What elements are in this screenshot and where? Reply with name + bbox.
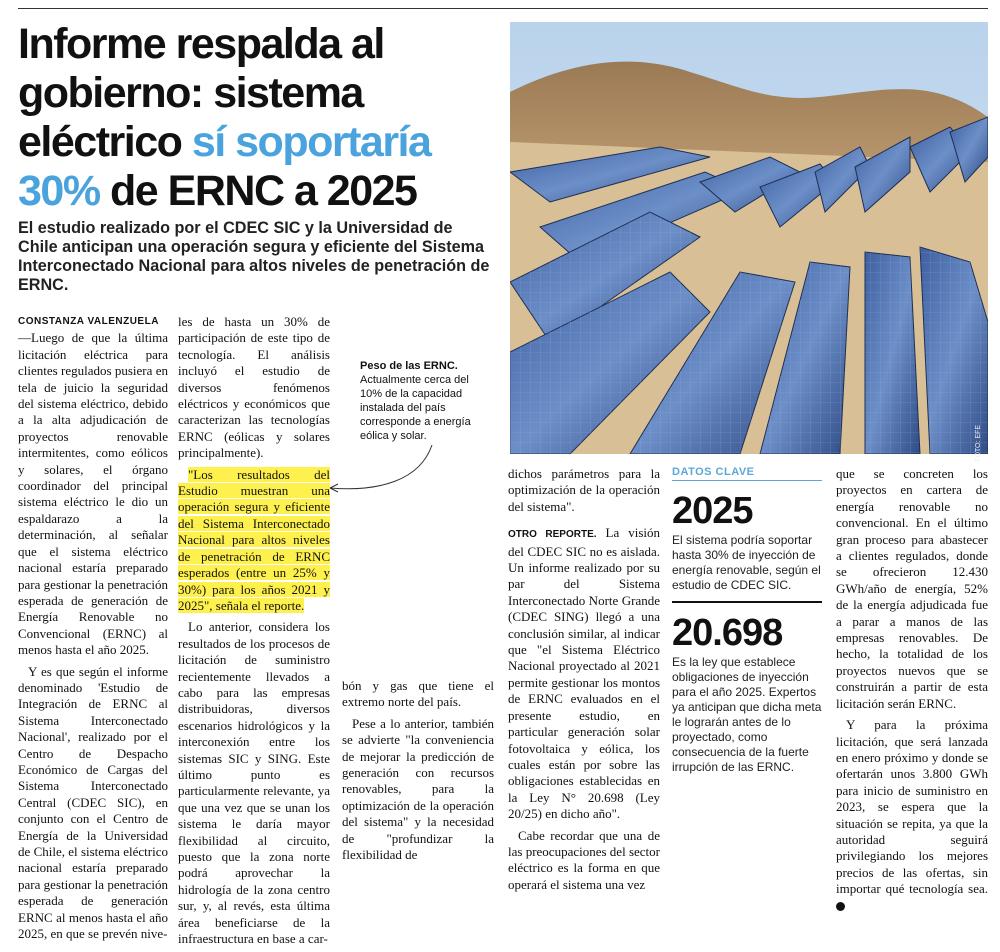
paragraph: dichos parámetros para la optimización de la operación del sistema". xyxy=(508,466,660,514)
key-fact-text: El sistema podría soportar hasta 30% de inyección de energía renovable, según el estudio de CDEC SIC. xyxy=(672,533,821,592)
paragraph: Y es que según el informe denominado 'Estudio de Integración de ERNC al Sistema Interconectado Nacional', realizado por el Centro de Despacho Económico de Cargas del Sistema Interconectado Central (CDEC SIC), en conjunto con el Centro de Energía de la Universidad de Chile, el sistema eléctrico nacional estaría preparado para gestionar la penetración esperada de generación ERNC al menos hasta el año 2025, en que se prevén nive- xyxy=(18,663,168,942)
callout-title: Peso de las ERNC. xyxy=(360,360,458,372)
headline-highlight: sí soportaría 30% xyxy=(18,118,431,215)
paragraph: Cabe recordar que una de las preocupaciones del sector eléctrico es la forma en que operará el sistema una vez xyxy=(508,827,660,892)
paragraph xyxy=(508,525,660,822)
photo-credit: FOTO: EFE xyxy=(975,425,982,462)
key-number: 2025 xyxy=(672,490,753,532)
paragraph: les de hasta un 30% de participación de este tipo de tecnología. El análisis incluyó el estudio de diversos fenómenos eléctricos y económicos que caracterizan las tecnologías ERNC (eólicas y solares principalmente). xyxy=(178,314,330,461)
paragraph: Lo anterior, considera los resultados de los procesos de licitación de suministro recientemente llevados a cabo para las empresas distribuidoras, diversos escenarios hidrológicos y la interconexión entre los sistemas SIC y SING. Este último punto es particularmente relevante, ya que una vez que se unan los sistema le daría mayor flexibilidad al circuito, puesto que la zona norte podrá aprovechar la hidrología de la zona centro sur, y, al revés, esta última área beneficiarse de la infraestructura en base a car- xyxy=(178,619,330,947)
key-facts-title: DATOS CLAVE xyxy=(672,466,822,481)
subhead: OTRO REPORTE. xyxy=(508,529,597,541)
divider xyxy=(672,601,822,603)
paragraph: —Luego de que la última licitación eléctrica para clientes regulados pusiera en tela de juicio la seguridad del sistema eléctrico, debido a la alta adjudicación de proyectos renovable intermitentes, como eólicos y solares, el órgano coordinador del principal sistema eléctrico le dio un espaldarazo a la determinación, al señalar que el sistema eléctrico nacional estaría preparado para gestionar la penetración esperada de generación de Energía Renovable no Convencional (ERNC) al menos hasta el año 2025. xyxy=(18,330,168,658)
article-column-4 xyxy=(508,466,660,898)
solar-farm-photo xyxy=(510,22,988,454)
headline xyxy=(18,20,508,216)
key-fact-text: Es la ley que establece obligaciones de inyección para el año 2025. Expertos ya anticipan que dicha meta le lograrán antes de lo proyectado, como consecuencia de la fuerte irrupción de las ERNC. xyxy=(672,655,822,774)
callout-arrow xyxy=(320,440,440,500)
deck: El estudio realizado por el CDEC SIC y la Universidad de Chile anticipan una operación segura y eficiente del Sistema Interconectado Nacional para altos niveles de penetración de ERNC. xyxy=(18,219,490,294)
callout-text: Actualmente cerca del 10% de la capacidad instalada del país corresponde a energía eólica y solar. xyxy=(360,374,471,442)
headline-text: Informe respalda al gobierno: sistema eléctrico xyxy=(18,20,384,166)
paragraph-text: La visión del CDEC SIC no es aislada. Un informe realizado por su par del Sistema Interconectado Norte Grande (CDEC SING) llegó a una conclusión similar, al indicar que "el Sistema Eléctrico Nacional proyectado al 2021 permite gestionar los montos de ERNC evaluados en el presente estudio, en particular generación solar fotovoltaica y eólica, los cuales están por sobre las obligaciones establecidas en la Ley N° 20.698 (Ley 20/25) en dicho año". xyxy=(508,525,660,822)
key-facts-box xyxy=(672,466,822,775)
paragraph: bón y gas que tiene el extremo norte del país. xyxy=(342,678,494,710)
quote-highlight: "Los resultados del Estudio muestran una operación segura y eficiente del Sistema Interconectado Nacional para altos niveles de penetración de ERNC esperados (entre un 25% y 30%) para los años 2021 y 2025", señala el reporte. xyxy=(178,466,330,613)
top-rule xyxy=(18,8,988,9)
article-column-1 xyxy=(18,314,168,947)
headline-text-end: de ERNC a 2025 xyxy=(99,167,417,215)
paragraph xyxy=(836,717,988,914)
paragraph-text: Y para la próxima licitación, que será lanzada en enero próximo y donde se ofertarán unos 3.800 GWh para inicio de suministro en 2023, se espera que la situación se repita, ya que la autoridad seguirá privilegiando los mejores precios de las ofertas, sin importar qué tecnología sea. xyxy=(836,717,988,897)
key-number: 20.698 xyxy=(672,612,783,654)
callout xyxy=(360,359,490,443)
article-column-2 xyxy=(178,314,330,952)
article-column-6 xyxy=(836,466,988,919)
paragraph: que se concreten los proyectos en cartera de energía renovable no convencional. En el último gran proceso para abastecer a clientes regulados, donde se ofrecieron 12.430 GWh/año de energía, 52% de la energía adjudicada fue a parar a manos de las empresas renovables. De hecho, la totalidad de los proyectos nuevos que se construirán a partir de esta licitación serán ERNC. xyxy=(836,466,988,711)
paragraph: Pese a lo anterior, también se advierte "la conveniencia de mejorar la predicción de generación con recursos renovables, para la optimización de la operación del sistema" y la necesidad de "profundizar la flexibilidad de xyxy=(342,715,494,863)
byline: CONSTANZA VALENZUELA xyxy=(18,316,159,327)
article-column-3 xyxy=(342,678,494,868)
end-mark-icon xyxy=(836,902,845,911)
highlighted-quote xyxy=(178,467,330,615)
